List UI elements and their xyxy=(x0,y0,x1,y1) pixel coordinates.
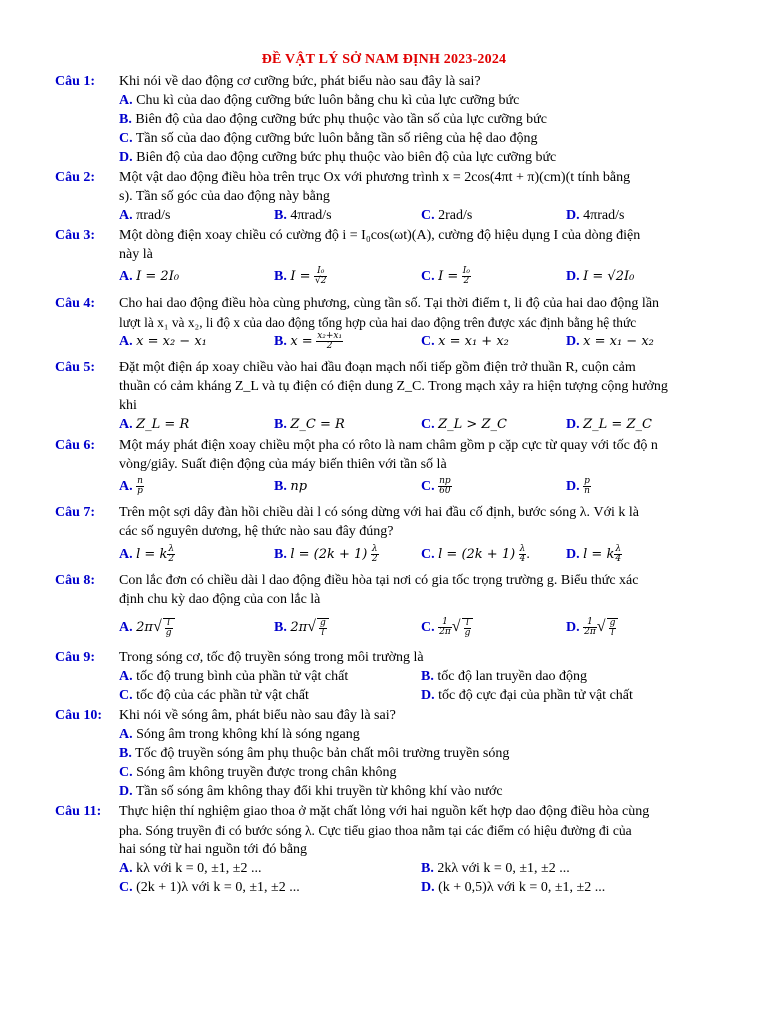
option-d xyxy=(119,148,715,167)
option-letter: D. xyxy=(119,150,133,165)
option-b xyxy=(119,110,715,129)
question-10 xyxy=(55,706,715,801)
option-b: B. I = $\frac{\text{I₀}}{√2}$ xyxy=(274,266,327,287)
option-a xyxy=(119,91,715,110)
question-stem: thuần có cảm kháng Z_L và tụ điện có điện dung Z_C. Trong mạch xảy ra hiện tượng cộng hưởng xyxy=(119,379,668,394)
question-stem: Một dòng điện xoay chiều có cường độ i = I₀cos(ωt)(A), cường độ hiệu dụng I của dòng điện xyxy=(119,228,641,243)
option-c: C. I = $\frac{\text{I₀}}{2}$ xyxy=(421,266,470,287)
option-c: C. (2k + 1)λ với k = 0, ±1, ±2 ... xyxy=(119,880,300,895)
option-a: A. $\frac{n}{p}$ xyxy=(119,476,143,497)
option-a: A. tốc độ trung bình của phần tử vật chất xyxy=(119,669,349,684)
question-number: Câu 3: xyxy=(55,228,96,243)
option-text: Chu kì của dao động cưỡng bức luôn bằng chu kì của lực cưỡng bức xyxy=(136,93,520,108)
option-a: A. Z_L = R xyxy=(119,417,190,432)
options-row xyxy=(119,686,715,705)
option-d: D. tốc độ cực đại của phần tử vật chất xyxy=(421,688,633,703)
option-a: A. x = x₂ − x₁ xyxy=(119,334,207,349)
option-b: B. x = $\frac{\text{x₂+x₁}}{2}$ xyxy=(274,331,343,352)
question-stem: Thực hiện thí nghiệm giao thoa ở mặt chất lỏng với hai nguồn kết hợp dao động điều hòa cùng xyxy=(119,804,650,819)
option-d xyxy=(119,782,715,801)
question-stem: lượt là x₁ và x₂, li độ x của dao động tổng hợp của hai dao động trên được xác định bằng hệ thức xyxy=(119,315,637,330)
question-stem: khi xyxy=(119,398,137,413)
option-letter: C. xyxy=(119,765,133,780)
option-d: D. (k + 0,5)λ với k = 0, ±1, ±2 ... xyxy=(421,880,606,895)
option-letter: A. xyxy=(119,93,133,108)
option-letter: D. xyxy=(119,784,133,799)
option-a: A. l = k $\frac{\lambda}{2}$ xyxy=(119,544,175,565)
option-a: A. πrad/s xyxy=(119,208,171,223)
option-d: D. $\frac{p}{n}$ xyxy=(566,476,590,497)
question-2 xyxy=(55,168,715,226)
options-row xyxy=(119,415,715,435)
option-c: C. 2rad/s xyxy=(421,208,473,223)
question-number: Câu 6: xyxy=(55,438,96,453)
question-stem: vòng/giây. Suất điện động của máy biến thiên với tần số là xyxy=(119,457,447,472)
question-number: Câu 4: xyxy=(55,296,96,311)
question-stem: Một máy phát điện xoay chiều một pha có rôto là nam châm gồm p cặp cực từ quay với tốc độ n xyxy=(119,438,658,453)
question-stem: các số nguyên dương, hệ thức nào sau đây đúng? xyxy=(119,524,394,539)
question-number: Câu 9: xyxy=(55,650,96,665)
option-text: Tốc độ truyền sóng âm phụ thuộc bản chất môi trường truyền sóng xyxy=(135,746,510,761)
page-title: ĐỀ VẬT LÝ SỞ NAM ĐỊNH 2023-2024 xyxy=(261,52,507,67)
question-9 xyxy=(55,648,715,705)
question-stem: Đặt một điện áp xoay chiều vào hai đầu đoạn mạch nối tiếp gồm điện trở thuần R, cuộn cảm xyxy=(119,360,636,375)
question-5 xyxy=(55,358,715,435)
option-b: B. Z_C = R xyxy=(274,417,345,432)
option-c: C. Z_L > Z_C xyxy=(421,417,507,432)
question-stem: Khi nói về dao động cơ cưỡng bức, phát biểu nào sau đây là sai? xyxy=(119,74,481,89)
question-4 xyxy=(55,294,715,354)
option-b: B. tốc độ lan truyền dao động xyxy=(421,669,588,684)
question-stem: Khi nói về sóng âm, phát biểu nào sau đây là sai? xyxy=(119,708,396,723)
option-c xyxy=(119,763,715,782)
option-b: B. 4πrad/s xyxy=(274,208,332,223)
option-b xyxy=(119,744,715,763)
options-row xyxy=(119,667,715,686)
question-stem: Một vật dao động điều hòa trên trục Ox với phương trình x = 2cos(4πt + π)(cm)(t tính bằng xyxy=(119,170,631,185)
option-b: B. l = (2k + 1) $\frac{\lambda}{2}$ xyxy=(274,544,378,565)
options-row xyxy=(119,878,715,897)
options-row xyxy=(119,859,715,878)
options-row xyxy=(119,545,715,569)
option-d: D. l = k $\frac{\lambda}{4}$ xyxy=(566,544,622,565)
option-d: D. 4πrad/s xyxy=(566,208,625,223)
option-d: D. x = x₁ − x₂ xyxy=(566,334,654,349)
question-stem: hai sóng từ hai nguồn tới đó bằng xyxy=(119,842,308,857)
option-c: C. $\frac{np}{60}$ xyxy=(421,476,451,497)
options-row xyxy=(119,617,715,647)
question-3 xyxy=(55,226,715,291)
question-stem: Trong sóng cơ, tốc độ truyền sóng trong môi trường là xyxy=(119,650,424,665)
question-number: Câu 5: xyxy=(55,360,96,375)
question-number: Câu 11: xyxy=(55,804,102,819)
option-c: C. tốc độ của các phần tử vật chất xyxy=(119,688,309,703)
question-11 xyxy=(55,802,715,897)
question-number: Câu 8: xyxy=(55,573,96,588)
option-text: Biên độ của dao động cưỡng bức phụ thuộc vào biên độ của lực cưỡng bức xyxy=(136,150,557,165)
option-b: B. np xyxy=(274,479,308,494)
options-row xyxy=(119,332,715,354)
options-row xyxy=(119,267,715,291)
question-number: Câu 1: xyxy=(55,74,96,89)
question-stem: Cho hai dao động điều hòa cùng phương, cùng tần số. Tại thời điểm t, li độ của hai dao động lần xyxy=(119,296,660,311)
option-letter: B. xyxy=(119,746,132,761)
option-letter: A. xyxy=(119,727,133,742)
option-a: A. kλ với k = 0, ±1, ±2 ... xyxy=(119,861,262,876)
options-row xyxy=(119,206,715,226)
option-c: C. $\frac{1}{2\pi}$ √ $\frac{l}{g}$ xyxy=(421,617,473,638)
question-stem: định chu kỳ dao động của con lắc là xyxy=(119,592,321,607)
question-number: Câu 2: xyxy=(55,170,96,185)
question-stem: pha. Sóng truyền đi có bước sóng λ. Cực tiểu giao thoa nằm tại các điểm có hiệu đường đi của xyxy=(119,823,632,838)
option-b: B. 2π√ $\frac{g}{l}$ xyxy=(274,617,329,638)
option-a xyxy=(119,725,715,744)
question-number: Câu 10: xyxy=(55,708,103,723)
question-1 xyxy=(55,72,715,167)
option-text: Tần số sóng âm không thay đổi khi truyền từ không khí vào nước xyxy=(135,784,503,799)
option-c: C. l = (2k + 1) $\frac{\lambda}{4}$ . xyxy=(421,544,530,565)
option-c xyxy=(119,129,715,148)
question-stem: Trên một sợi dây đàn hồi chiều dài l có sóng dừng với hai đầu cố định, bước sóng λ. Với k là xyxy=(119,505,639,520)
option-letter: B. xyxy=(119,112,132,127)
option-text: Biên độ của dao động cưỡng bức phụ thuộc vào tần số của lực cưỡng bức xyxy=(135,112,547,127)
question-number: Câu 7: xyxy=(55,505,96,520)
option-text: Tần số của dao động cưỡng bức luôn bằng tần số riêng của hệ dao động xyxy=(135,131,538,146)
option-a: A. I = 2I₀ xyxy=(119,269,180,284)
options-row xyxy=(119,477,715,501)
question-7 xyxy=(55,503,715,569)
question-stem: Con lắc đơn có chiều dài l dao động điều hòa tại nơi có gia tốc trọng trường g. Biểu thức xác xyxy=(119,573,639,588)
option-b: B. 2kλ với k = 0, ±1, ±2 ... xyxy=(421,861,570,876)
option-text: Sóng âm không truyền được trong chân không xyxy=(136,765,397,780)
question-8 xyxy=(55,571,715,647)
option-d: D. I = √2I₀ xyxy=(566,269,635,284)
option-d: D. $\frac{1}{2\pi}$ √ $\frac{g}{l}$ xyxy=(566,617,618,638)
option-text: Sóng âm trong không khí là sóng ngang xyxy=(136,727,360,742)
option-d: D. Z_L = Z_C xyxy=(566,417,652,432)
question-6 xyxy=(55,436,715,501)
option-a: A. 2π√ $\frac{l}{g}$ xyxy=(119,617,175,638)
option-c: C. x = x₁ + x₂ xyxy=(421,334,509,349)
question-stem: s). Tần số góc của dao động này bằng xyxy=(119,189,330,204)
option-letter: C. xyxy=(119,131,133,146)
question-stem: này là xyxy=(119,247,153,262)
